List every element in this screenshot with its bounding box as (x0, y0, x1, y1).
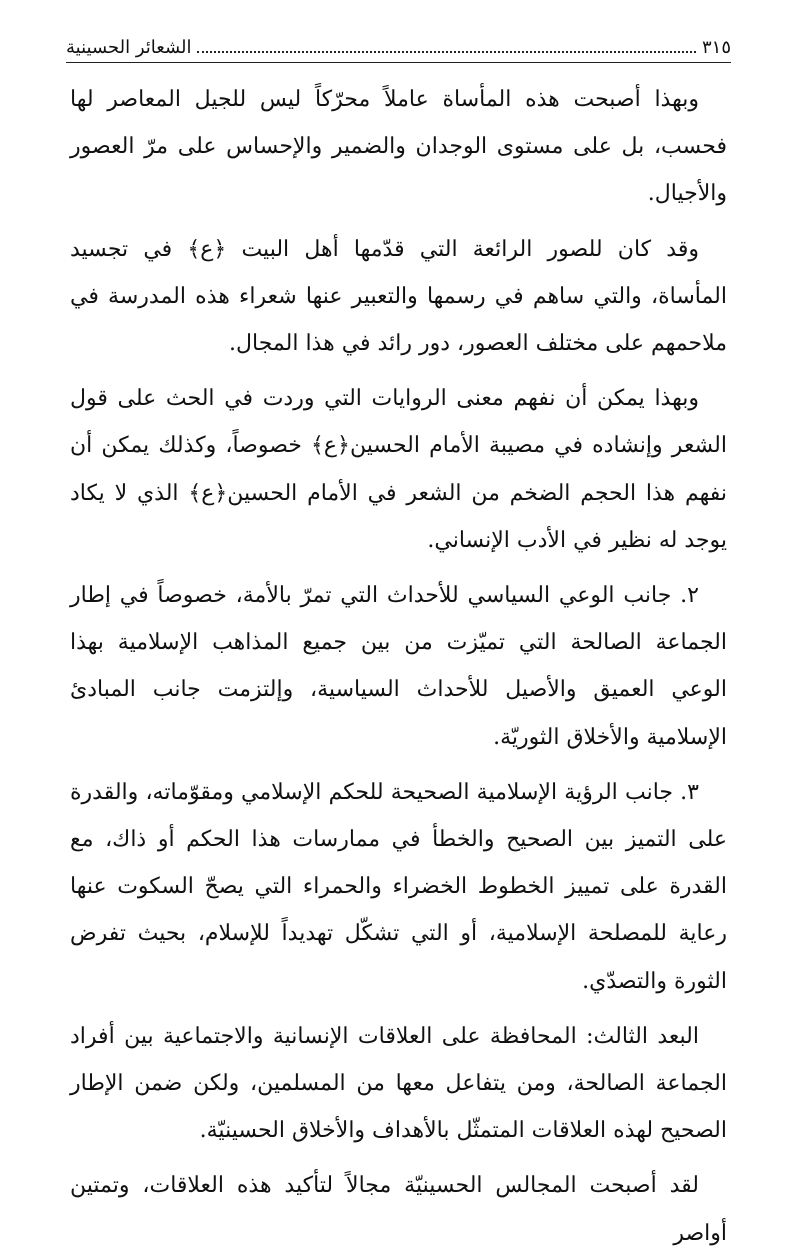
paragraph-poetry-narrations: وبهذا يمكن أن نفهم معنى الروايات التي وردت في الحث على قول الشعر وإنشاده في مصيبة الأمام الحسين﴿ع﴾ خصوصاً، وكذلك يمكن أن نفهم هذا الحجم الضخم من الشعر في الأمام الحسين﴿ع﴾ الذي لا يكاد يوجد له نظير في الأدب الإنساني. (70, 386, 727, 553)
paragraph-third-dimension: البعد الثالث: المحافظة على العلاقات الإنسانية والاجتماعية بين أفراد الجماعة الصالحة، ومن يتفاعل معها من المسلمين، ولكن ضمن الإطار الصحيح لهذه العلاقات المتمثّل بالأهداف والأخلاق الحسينيّة. (70, 1023, 727, 1144)
body-text (70, 76, 727, 1257)
paragraph-tragedy-motivator: وبهذا أصبحت هذه المأساة عاملاً محرّكاً ليس للجيل المعاصر لها فحسب، بل على مستوى الوجدان والضمير والإحساس على مرّ العصور والأجيال. (70, 87, 727, 207)
paragraph-point-3-islamic-vision: ٣. جانب الرؤية الإسلامية الصحيحة للحكم الإسلامي ومقوّماته، والقدرة على التميز بين الصحيح والخطأ في ممارسات هذا الحكم أو ذاك، مع القدرة على تمييز الخطوط الخضراء والحمراء التي يصحّ السكوت عنها رعاية للمصلحة الإسلامية، أو التي تشكّل تهديداً للإسلام، بحيث تفرض الثورة والتصدّي. (70, 779, 727, 994)
header-rule (66, 62, 731, 63)
running-title: الشعائر الحسينية (66, 37, 192, 58)
running-header (66, 30, 731, 60)
paragraph-majalis: لقد أصبحت المجالس الحسينيّة مجالاً لتأكيد هذه العلاقات، وتمتين أواصر (70, 1173, 727, 1246)
header-dot-leader (197, 50, 696, 53)
paragraph-ahl-al-bayt-images: وقد كان للصور الرائعة التي قدّمها أهل البيت ﴿ع﴾ في تجسيد المأساة، والتي ساهم في رسمها والتعبير عنها شعراء هذه المدرسة في ملاحمهم على مختلف العصور، دور رائد في هذا المجال. (70, 236, 727, 357)
page-number: ٣١٥ (701, 37, 731, 58)
paragraph-point-2-political-awareness: ٢. جانب الوعي السياسي للأحداث التي تمرّ بالأمة، خصوصاً في إطار الجماعة الصالحة التي تميّزت من بين جميع المذاهب الإسلامية بهذا الوعي العميق والأصيل للأحداث السياسية، وإلتزمت جانب المبادئ الإسلامية والأخلاق الثوريّة. (70, 583, 727, 750)
